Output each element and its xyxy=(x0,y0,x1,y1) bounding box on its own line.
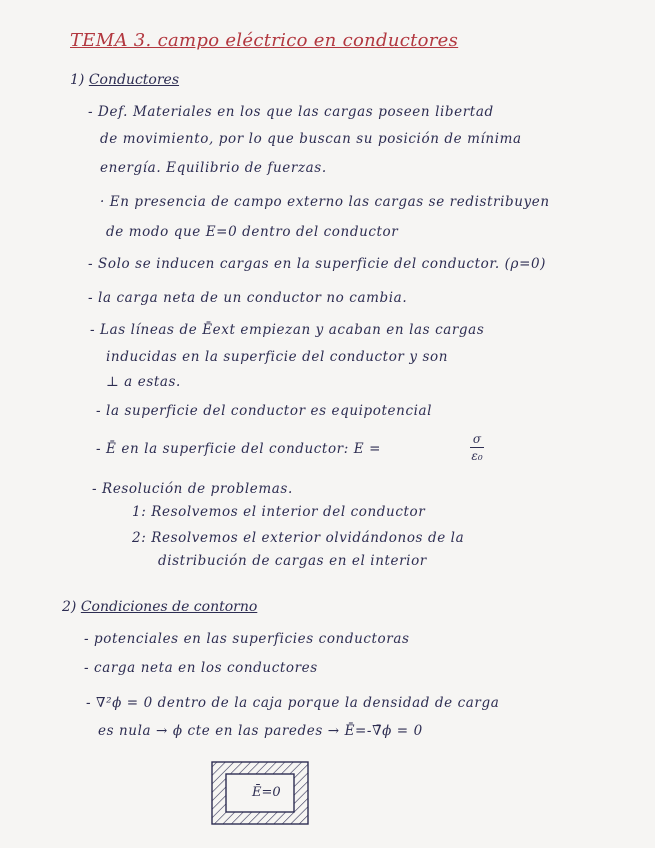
sigma-over-epsilon-fraction xyxy=(470,432,484,463)
text-line: - la carga neta de un conductor no cambia. xyxy=(88,290,408,306)
text-line: - Solo se inducen cargas en la superficie del conductor. (ρ=0) xyxy=(88,256,547,272)
fraction-numerator: σ xyxy=(472,432,482,446)
text-line: - Def. Materiales en los que las cargas poseen libertad xyxy=(88,104,494,120)
section-1-number: 1) xyxy=(70,72,85,88)
text-line: es nula → ϕ cte en las paredes → Ē=-∇̄ϕ = 0 xyxy=(98,723,423,739)
text-line: 2: Resolvemos el exterior olvidándonos de la xyxy=(132,530,465,546)
fraction-bar xyxy=(470,447,484,448)
text-line: · En presencia de campo externo las cargas se redistribuyen xyxy=(100,194,550,210)
text-line: - Las líneas de Ēext empiezan y acaban en las cargas xyxy=(90,322,485,338)
text-line: ⊥ a estas. xyxy=(106,374,181,390)
text-line: - Ē en la superficie del conductor: E = xyxy=(96,441,382,457)
section-1-heading xyxy=(70,72,179,88)
text-line: - ∇²ϕ = 0 dentro de la caja porque la densidad de carga xyxy=(86,695,500,711)
text-line: inducidas en la superficie del conductor y son xyxy=(106,349,449,365)
text-line: energía. Equilibrio de fuerzas. xyxy=(100,160,327,176)
conductor-box-diagram xyxy=(210,760,310,826)
section-2-number: 2) xyxy=(62,599,77,615)
field-zero-label: Ē=0 xyxy=(252,785,281,800)
page-title: TEMA 3. campo eléctrico en conductores xyxy=(70,30,459,51)
text-line: - potenciales en las superficies conductoras xyxy=(84,631,410,647)
text-line: 1: Resolvemos el interior del conductor xyxy=(132,504,426,520)
text-line: - Resolución de problemas. xyxy=(92,481,293,497)
section-2-title: Condiciones de contorno xyxy=(80,599,258,615)
section-1-title: Conductores xyxy=(88,72,180,88)
text-line: - carga neta en los conductores xyxy=(84,660,318,676)
fraction-denominator: ε₀ xyxy=(471,449,483,463)
text-line: - la superficie del conductor es equipotencial xyxy=(96,403,433,419)
text-line: distribución de cargas en el interior xyxy=(158,553,427,569)
section-2-heading xyxy=(62,599,257,615)
text-line: de modo que E=0 dentro del conductor xyxy=(106,224,399,240)
text-line: de movimiento, por lo que buscan su posición de mínima xyxy=(100,131,522,147)
